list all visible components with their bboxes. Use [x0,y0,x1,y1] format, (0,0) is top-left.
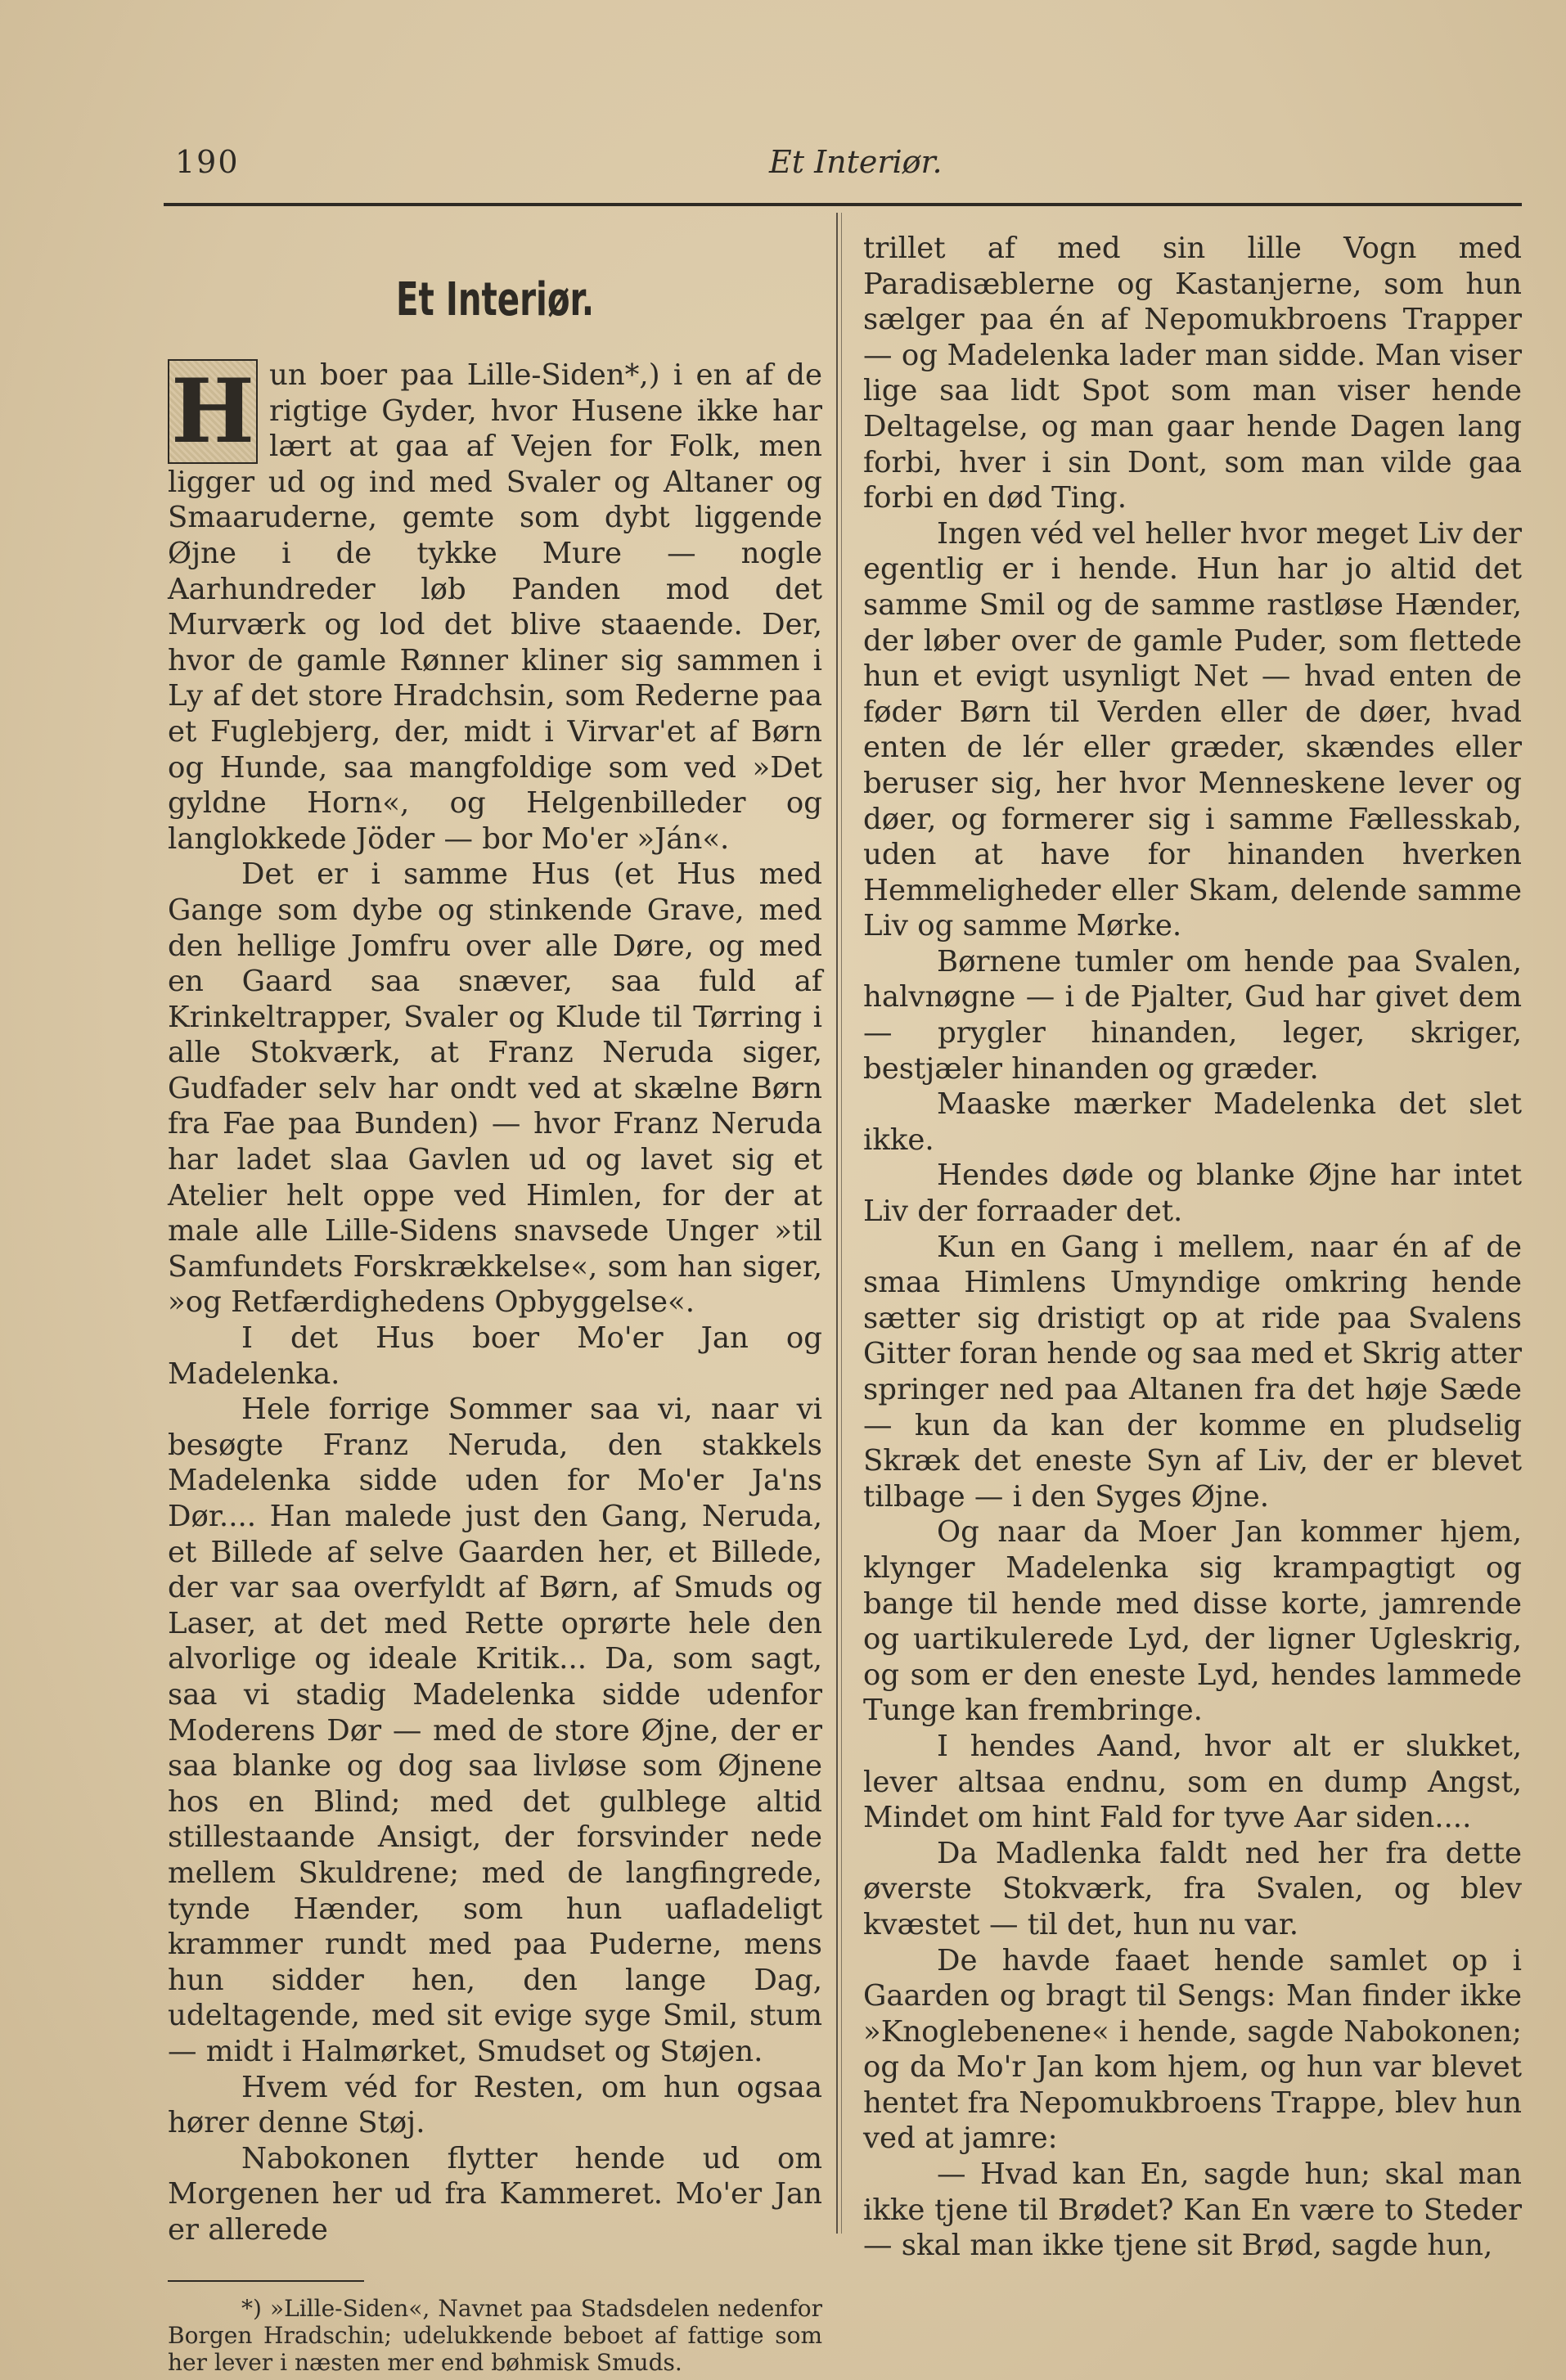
paragraph: Det er i samme Hus (et Hus med Gange som dybe og stinkende Grave, med den hellige Jomfru over alle Døre, og med en Gaard saa snæver, saa fuld af Krinkeltrapper, Svaler og Klude til Tørring i alle Stokværk, at Franz Neruda siger, Gudfader selv har ondt ved at skælne Børn fra Fae paa Bunden) — hvor Franz Neruda har ladet slaa Gavlen ud og lavet sig et Atelier helt oppe ved Himlen, for der at male alle Lille-Sidens snavsede Unger »til Samfundets Forskrækkelse«, som han siger, »og Retfærdighedens Opbyggelse«. [168,857,822,1320]
dropcap-letter: H [170,360,255,463]
paragraph: Børnene tumler om hende paa Svalen, halvnøgne — i de Pjalter, Gud har givet dem — prygler hinanden, leger, skriger, bestjæler hinanden og græder. [863,944,1522,1086]
header-rule [164,203,1522,206]
paragraph-text: un boer paa Lille-Siden*,) i en af de rigtige Gyder, hvor Husene ikke har lært at gaa af Vejen for Folk, men ligger ud og ind med Svaler og Altaner og Smaaruderne, gemte som dybt liggende Øjne i de tykke Mure — nogle Aarhundreder løb Panden mod det Murværk og lod det blive staaende. Der, hvor de gamle Rønner kliner sig sammen i Ly af det store Hradchsin, som Rederne paa et Fuglebjerg, der, midt i Virvar'et af Børn og Hunde, saa mangfoldige som ved »Det gyldne Horn«, og Helgenbilleder og langlokkede Jöder — bor Mo'er »Ján«. [168,358,822,856]
dropcap-ornament [168,359,258,464]
paragraph: Kun en Gang i mellem, naar én af de smaa Himlens Umyndige omkring hende sætter sig dristigt op at ride paa Svalens Gitter foran hende og saa med et Skrig atter springer ned paa Altanen fra det høje Sæde — kun da kan der komme en pludselig Skræk det eneste Syn af Liv, der er blevet tilbage — i den Syges Øjne. [863,1230,1522,1514]
paragraph: — Hvad kan En, sagde hun; skal man ikke tjene til Brødet? Kan En være to Steder — skal man ikke tjene sit Brød, sagde hun, [863,2157,1522,2263]
paragraph: trillet af med sin lille Vogn med Paradisæblerne og Kastanjerne, som hun sælger paa én af Nepomukbroens Trapper — og Madelenka lader man sidde. Man viser lige saa lidt Spot som man viser hende Deltagelse, og man gaar hende Dagen lang forbi, hver i sin Dont, som man vilde gaa forbi en død Ting. [863,232,1522,515]
footnote-rule [168,2280,364,2282]
paragraph: Da Madlenka faldt ned her fra dette øverste Stokværk, fra Svalen, og blev kvæstet — til det, hun nu var. [863,1836,1522,1941]
running-title: Et Interiør. [769,144,943,180]
paragraph: Hvem véd for Resten, om hun ogsaa hører denne Støj. [168,2070,822,2140]
column-divider-double [841,213,842,2234]
paragraph: I hendes Aand, hvor alt er slukket, lever altsaa endnu, som en dump Angst, Mindet om hint Fald for tyve Aar siden.... [863,1729,1522,1835]
article-title: Et Interiør. [395,273,595,326]
paragraph: Hele forrige Sommer saa vi, naar vi besøgte Franz Neruda, den stakkels Madelenka sidde uden for Mo'er Ja'ns Dør.... Han malede just den Gang, Neruda, et Billede af selve Gaarden her, et Billede, der var saa overfyldt af Børn, af Smuds og Laser, at det med Rette oprørte hele den alvorlige og ideale Kritik... Da, som sagt, saa vi stadig Madelenka sidde udenfor Moderens Dør — med de store Øjne, der er saa blanke og dog saa livløse som Øjnene hos en Blind; med det gulblege altid stillestaande Ansigt, der forsvinder nede mellem Skuldrene; med de langfingrede, tynde Hænder, som hun uafladeligt krammer rundt med paa Puderne, mens hun sidder hen, den lange Dag, udeltagende, med sit evige syge Smil, stum — midt i Halmørket, Smudset og Støjen. [168,1392,822,2068]
paragraph: De havde faaet hende samlet op i Gaarden og bragt til Sengs: Man finder ikke »Knoglebenene« i hende, sagde Nabokonen; og da Mo'r Jan kom hjem, og hun var blevet hentet fra Nepomukbroens Trappe, blev hun ved at jamre: [863,1943,1522,2156]
column-divider [836,213,838,2234]
page-number: 190 [175,144,240,180]
paragraph: Nabokonen flytter hende ud om Morgenen her ud fra Kammeret. Mo'er Jan er allerede [168,2141,822,2247]
paragraph: Hendes døde og blanke Øjne har intet Liv der forraader det. [863,1159,1522,1229]
paragraph: I det Hus boer Mo'er Jan og Madelenka. [168,1321,822,1391]
paragraph: Maaske mærker Madelenka det slet ikke. [863,1087,1522,1157]
left-column [168,225,822,2376]
paragraph: Ingen véd vel heller hvor meget Liv der egentlig er i hende. Hun har jo altid det samme Smil og de samme rastløse Hænder, der løber over de gamle Puder, som flettede hun et evigt usynligt Net — hvad enten de føder Børn til Verden eller de døer, hvad enten de lér eller græder, skændes eller beruser sig, her hvor Menneskene lever og døer, og formerer sig i samme Fællesskab, uden at have for hinanden hverken Hemmeligheder eller Skam, delende samme Liv og samme Mørke. [863,516,1522,943]
paragraph [168,358,822,857]
paragraph: Og naar da Moer Jan kommer hjem, klynger Madelenka sig krampagtigt og bange til hende med disse korte, jamrende og uartikulerede Lyd, der ligner Ugleskrig, og som er den eneste Lyd, hendes lammede Tunge kan frembringe. [863,1515,1522,1728]
page-header [164,144,1522,185]
footnote: *) »Lille-Siden«, Navnet paa Stadsdelen nedenfor Borgen Hradschin; udelukkende beboet af fattige som her lever i næsten mer end bøhmisk Smuds. [168,2295,822,2377]
right-column [863,231,1522,2264]
